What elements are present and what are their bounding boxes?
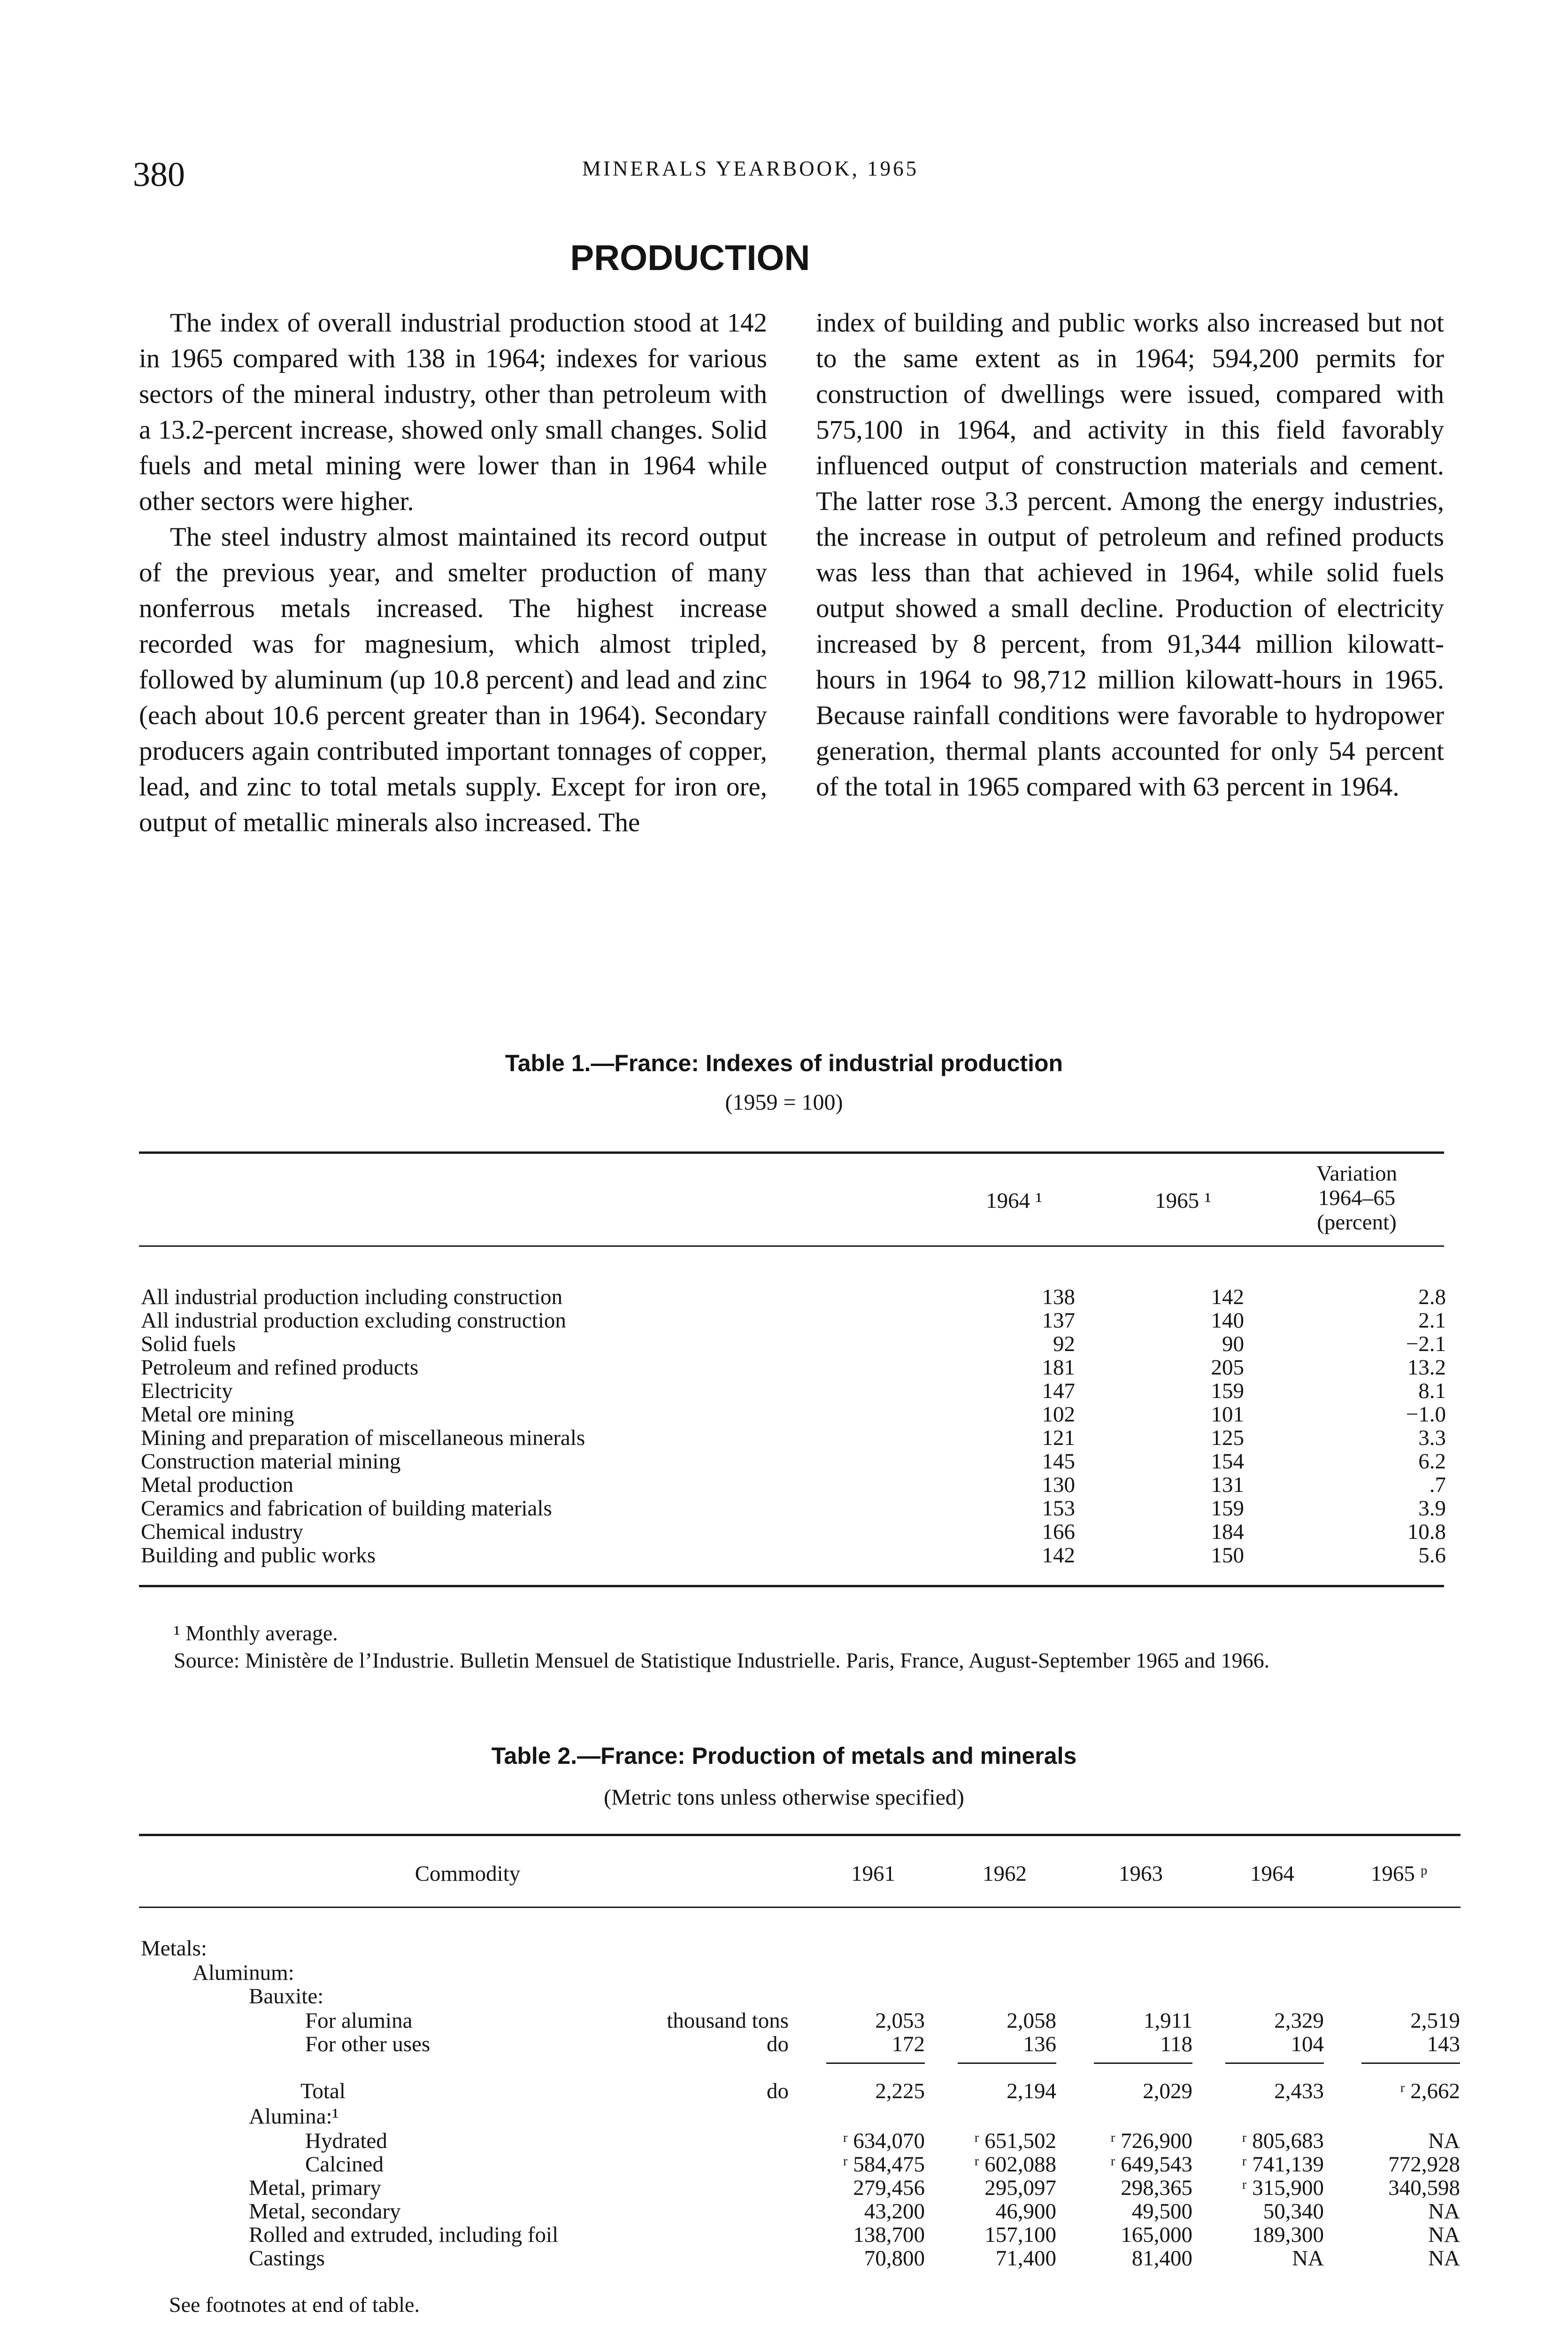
table2-cell: 104 <box>1291 2032 1324 2056</box>
table1-cell-v1965: 142 <box>1211 1285 1244 1309</box>
table2-cell: 143 <box>1427 2032 1460 2056</box>
table2-cell: 295,097 <box>984 2176 1056 2200</box>
table2-cell: 165,000 <box>1121 2223 1192 2247</box>
table1-cell-variation: 2.8 <box>1418 1285 1446 1309</box>
table2-row-unit: do <box>767 2079 789 2103</box>
table1-cell-v1964: 181 <box>1042 1355 1075 1380</box>
table2-cell: 340,598 <box>1388 2176 1460 2200</box>
table1-cell-v1964: 121 <box>1042 1426 1075 1450</box>
table2-cell: 189,300 <box>1252 2223 1324 2247</box>
table2-note: See footnotes at end of table. <box>169 2293 420 2317</box>
table2-cell: 50,340 <box>1263 2199 1324 2224</box>
table1-subtitle: (1959 = 100) <box>725 1090 843 1115</box>
table2-row-label: Rolled and extruded, including foil <box>249 2223 559 2247</box>
table2-row-unit: thousand tons <box>667 2008 789 2033</box>
table2-cell: 772,928 <box>1388 2152 1460 2177</box>
table1-row-label: Petroleum and refined products <box>141 1355 419 1380</box>
table2-group-metals: Metals: <box>141 1936 207 1961</box>
table1-cell-v1965: 140 <box>1211 1308 1244 1333</box>
table1-cell-variation: −2.1 <box>1406 1332 1446 1356</box>
table1-title: Table 1.—France: Indexes of industrial production <box>505 1050 1063 1076</box>
table1-row-label: Ceramics and fabrication of building materials <box>141 1496 552 1521</box>
table2-row-unit: do <box>767 2032 789 2056</box>
table1-cell-v1964: 102 <box>1042 1402 1075 1427</box>
table2-row-label: For other uses <box>305 2032 430 2056</box>
table2-cell: 81,400 <box>1131 2246 1192 2271</box>
table1-row-label: All industrial production including construction <box>141 1285 563 1309</box>
table1-cell-variation: 2.1 <box>1418 1308 1446 1333</box>
table2-cell: 46,900 <box>995 2199 1056 2224</box>
table2-cell: 71,400 <box>995 2246 1056 2271</box>
table1-cell-v1964: 142 <box>1042 1543 1075 1568</box>
table2-subtotal-rule <box>1361 2062 1460 2064</box>
table1-row-label: Electricity <box>141 1379 233 1403</box>
table2-cell: 2,194 <box>1007 2079 1056 2103</box>
table2-cell: 2,433 <box>1274 2079 1324 2103</box>
table2-cell: ʳ 315,900 <box>1242 2176 1324 2200</box>
table1-cell-variation: 5.6 <box>1418 1543 1446 1568</box>
table1-cell-variation: .7 <box>1429 1473 1446 1497</box>
table2-top-rule <box>139 1834 1460 1836</box>
table2-cell: 2,519 <box>1410 2008 1460 2033</box>
table2-cell: ʳ 805,683 <box>1242 2129 1324 2153</box>
table1-cell-v1964: 138 <box>1042 1285 1075 1309</box>
table1-cell-v1964: 147 <box>1042 1379 1075 1403</box>
table1-cell-v1965: 184 <box>1211 1520 1244 1544</box>
table1-top-rule <box>139 1151 1444 1154</box>
table1-cell-variation: 10.8 <box>1407 1520 1446 1544</box>
table2-row-label: Total <box>300 2079 346 2103</box>
table2-cell: 298,365 <box>1121 2176 1192 2200</box>
table2-subtotal-rule <box>826 2062 925 2064</box>
table2-cell: ʳ 602,088 <box>974 2152 1056 2177</box>
table1-cell-variation: 8.1 <box>1418 1379 1446 1403</box>
table2-cell: NA <box>1428 2129 1460 2153</box>
table2-cell: 138,700 <box>853 2223 925 2247</box>
table2-row-label: Metal, primary <box>249 2176 381 2200</box>
table2-group-bauxite: Bauxite: <box>249 1984 324 2008</box>
table1-cell-v1965: 150 <box>1211 1543 1244 1568</box>
table2-group-alumina: Alumina:¹ <box>249 2104 339 2129</box>
table2-cell: ʳ 2,662 <box>1400 2079 1460 2103</box>
table1-cell-v1964: 166 <box>1042 1520 1075 1544</box>
table2-header-1964: 1964 <box>1250 1861 1294 1886</box>
body-paragraph: The index of overall industrial production stood at 142 in 1965 compared with 138 in 1964; indexes for various sectors of the mineral industry, other than petroleum with a 13.2-percent increase, showed only small changes. Solid fuels and metal mining were lower than in 1964 while other sectors were higher. <box>139 308 767 516</box>
table1-cell-v1965: 90 <box>1222 1332 1244 1356</box>
table2-header-commodity: Commodity <box>415 1861 521 1886</box>
table2-subtotal-rule <box>1225 2062 1324 2064</box>
table2-cell: 70,800 <box>864 2246 925 2271</box>
table1-source: Source: Ministère de l’Industrie. Bulletin Mensuel de Statistique Industrielle. Paris, France, August-September 1965 and 1966. <box>174 1648 1270 1672</box>
table1-cell-v1965: 154 <box>1211 1449 1244 1474</box>
table2-cell: ʳ 584,475 <box>843 2152 925 2177</box>
table2-cell: 2,058 <box>1007 2008 1056 2033</box>
table2-cell: 2,053 <box>875 2008 925 2033</box>
table1-cell-v1965: 159 <box>1211 1496 1244 1521</box>
table2-header-rule <box>139 1907 1460 1908</box>
table2-group-aluminum: Aluminum: <box>192 1961 294 1985</box>
table1-cell-v1964: 153 <box>1042 1496 1075 1521</box>
table1-row-label: Solid fuels <box>141 1332 236 1356</box>
table1-row-label: Metal production <box>141 1473 294 1497</box>
table1-cell-v1964: 92 <box>1053 1332 1075 1356</box>
table2-row-label: Hydrated <box>305 2129 387 2153</box>
table2-cell: 136 <box>1023 2032 1056 2056</box>
table2-row-label: Castings <box>249 2246 325 2271</box>
table1-cell-variation: −1.0 <box>1406 1402 1446 1427</box>
table2-cell: NA <box>1292 2246 1324 2271</box>
table2-cell: 157,100 <box>984 2223 1056 2247</box>
table2-cell: ʳ 651,502 <box>974 2129 1056 2153</box>
table2-subtotal-rule <box>1094 2062 1192 2064</box>
table1-header-variation: Variation <box>1316 1161 1398 1186</box>
table2-header-1962: 1962 <box>983 1861 1027 1886</box>
table1-header-1965: 1965 ¹ <box>1155 1189 1211 1213</box>
table1-header-rule <box>139 1245 1444 1247</box>
table1-row-label: All industrial production excluding construction <box>141 1308 566 1333</box>
table1-cell-v1964: 130 <box>1042 1473 1075 1497</box>
table1-footnote: ¹ Monthly average. <box>174 1621 338 1645</box>
table2-cell: 2,029 <box>1143 2079 1192 2103</box>
table2-row-label: Calcined <box>305 2152 384 2177</box>
table1-cell-v1965: 131 <box>1211 1473 1244 1497</box>
table2-cell: 2,329 <box>1274 2008 1324 2033</box>
table1-cell-variation: 13.2 <box>1407 1355 1446 1380</box>
table2-cell: ʳ 741,139 <box>1242 2152 1324 2177</box>
table2-header-1963: 1963 <box>1119 1861 1163 1886</box>
table1-cell-v1965: 101 <box>1211 1402 1244 1427</box>
table2-cell: NA <box>1428 2199 1460 2224</box>
table1-cell-v1964: 137 <box>1042 1308 1075 1333</box>
page-number: 380 <box>133 155 185 194</box>
body-right-column <box>816 305 1444 805</box>
table2-cell: 43,200 <box>864 2199 925 2224</box>
table2-cell: 172 <box>892 2032 925 2056</box>
table1-cell-v1965: 125 <box>1211 1426 1244 1450</box>
table1-header-percent: (percent) <box>1317 1210 1397 1235</box>
table1-header-1964: 1964 ¹ <box>986 1189 1042 1213</box>
table2-title: Table 2.—France: Production of metals and minerals <box>491 1743 1077 1769</box>
section-title: PRODUCTION <box>570 238 810 278</box>
table2-subtotal-rule <box>958 2062 1056 2064</box>
table2-subtitle: (Metric tons unless otherwise specified) <box>604 1785 964 1810</box>
table2-row-label: Metal, secondary <box>249 2199 401 2224</box>
table1-cell-v1965: 159 <box>1211 1379 1244 1403</box>
table1-cell-v1964: 145 <box>1042 1449 1075 1474</box>
table2-cell: 279,456 <box>853 2176 925 2200</box>
table2-cell: NA <box>1428 2223 1460 2247</box>
table2-cell: 118 <box>1160 2032 1192 2056</box>
body-paragraph: The steel industry almost maintained its record output of the previous year, and smelter production of many nonferrous metals increased. The highest increase recorded was for magnesium, which almost tripled, followed by aluminum (up 10.8 percent) and lead and zinc (each about 10.6 percent greater than in 1964). Secondary producers again contributed important tonnages of copper, lead, and zinc to total metals supply. Except for iron ore, output of metallic minerals also increased. The <box>139 522 767 837</box>
table2-header-1965p: 1965 ᵖ <box>1370 1861 1428 1886</box>
table2-cell: 2,225 <box>875 2079 925 2103</box>
table1-row-label: Chemical industry <box>141 1520 303 1544</box>
table2-row-label: For alumina <box>305 2008 413 2033</box>
table1-cell-variation: 3.3 <box>1418 1426 1446 1450</box>
table2-header-1961: 1961 <box>851 1861 895 1886</box>
table1-header-years: 1964–65 <box>1318 1186 1396 1210</box>
table2-cell: 49,500 <box>1131 2199 1192 2224</box>
table1-bottom-rule <box>139 1585 1444 1587</box>
table2-cell: NA <box>1428 2246 1460 2271</box>
table1-row-label: Metal ore mining <box>141 1402 294 1427</box>
table1-row-label: Building and public works <box>141 1543 376 1568</box>
running-title: MINERALS YEARBOOK, 1965 <box>582 157 919 180</box>
table1-row-label: Construction material mining <box>141 1449 401 1474</box>
body-left-column <box>139 305 767 841</box>
table2-cell: ʳ 726,900 <box>1110 2129 1192 2153</box>
table1-cell-variation: 6.2 <box>1418 1449 1446 1474</box>
table1-row-label: Mining and preparation of miscellaneous minerals <box>141 1426 585 1450</box>
table1-cell-variation: 3.9 <box>1418 1496 1446 1521</box>
table2-cell: ʳ 634,070 <box>843 2129 925 2153</box>
table2-cell: 1,911 <box>1143 2008 1192 2033</box>
body-paragraph: index of building and public works also increased but not to the same extent as in 1964; 594,200 permits for construction of dwellings were issued, compared with 575,100 in 1964, and activity in this field favorably influenced output of construction materials and cement. The latter rose 3.3 percent. Among the energy industries, the increase in output of petroleum and refined products was less than that achieved in 1964, while solid fuels output showed a small decline. Production of electricity increased by 8 percent, from 91,344 million kilowatt-hours in 1964 to 98,712 million kilowatt-hours in 1965. Because rainfall conditions were favorable to hydropower generation, thermal plants accounted for only 54 percent of the total in 1965 compared with 63 percent in 1964. <box>816 308 1444 802</box>
table2-cell: ʳ 649,543 <box>1110 2152 1192 2177</box>
table1-cell-v1965: 205 <box>1211 1355 1244 1380</box>
